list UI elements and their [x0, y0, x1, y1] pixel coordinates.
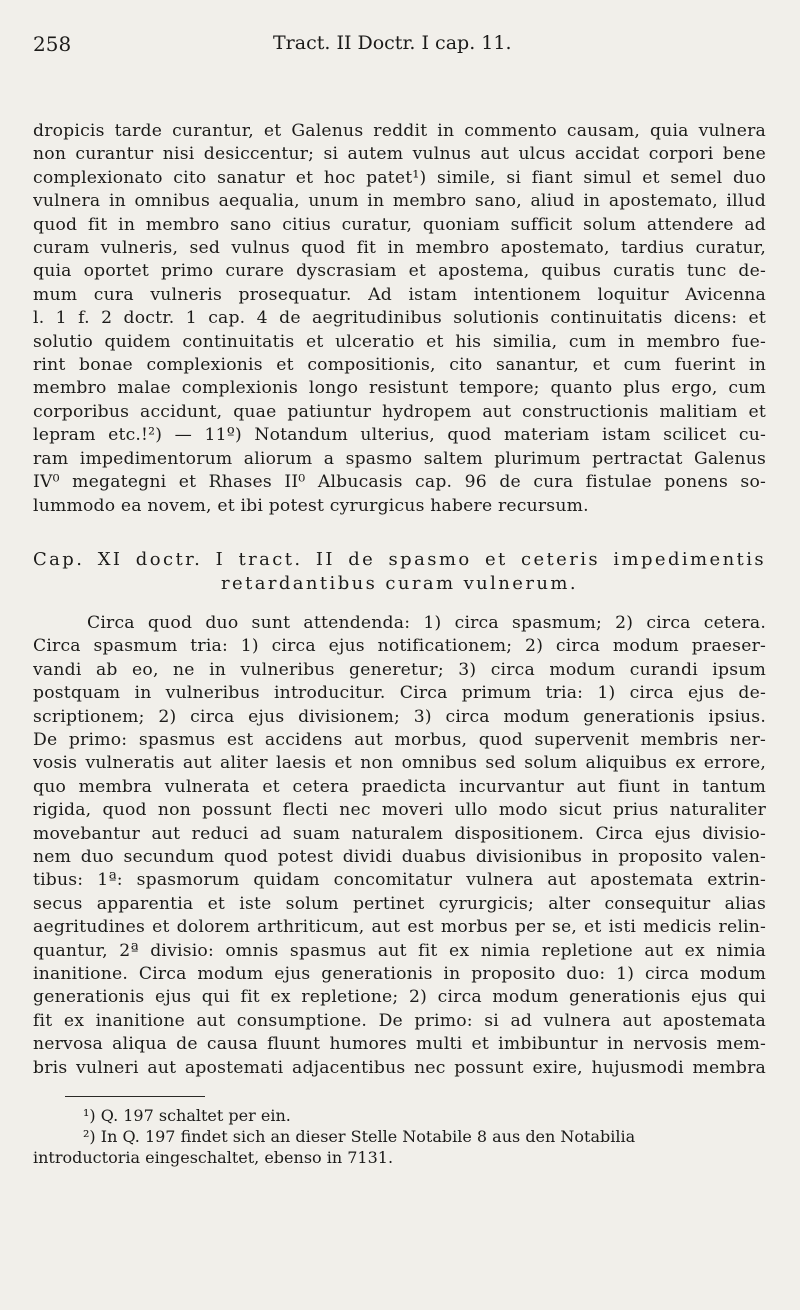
text-line: tibus: 1ª: spasmorum quidam concomitatur vulnera aut apostemata extrin-	[33, 870, 766, 891]
text-line: mum cura vulneris prosequatur. Ad istam intentionem loquitur Avicenna	[33, 284, 766, 305]
text-line: membro malae complexionis longo resistunt tempore; quanto plus ergo, cum	[33, 378, 766, 399]
intro-paragraph	[33, 120, 766, 518]
text-line: nervosa aliqua de causa fluunt humores multi et imbibuntur in nervosis mem-	[33, 1034, 766, 1055]
text-line: curam vulneris, sed vulnus quod fit in membro apostemato, tardius curatur,	[33, 238, 766, 259]
text-line: lummodo ea novem, et ibi potest cyrurgicus habere recursum.	[33, 495, 589, 516]
text-line: non curantur nisi desiccentur; si autem vulnus aut ulcus accidat corpori bene	[33, 144, 766, 165]
text-line: ram impedimentorum aliorum a spasmo saltem plurimum pertractat Galenus	[33, 448, 766, 469]
text-line: Circa quod duo sunt attendenda: 1) circa spasmum; 2) circa cetera.	[87, 612, 766, 633]
text-line: quod fit in membro sano citius curatur, quoniam sufficit solum attendere ad	[33, 214, 766, 235]
text-line: vosis vulneratis aut aliter laesis et non omnibus sed solum aliquibus ex errore,	[33, 753, 766, 774]
text-line: solutio quidem continuitatis et ulceratio et his similia, cum in membro fue-	[33, 331, 766, 352]
body-paragraph	[33, 612, 766, 1080]
text-line: postquam in vulneribus introducitur. Circa primum tria: 1) circa ejus de-	[33, 683, 766, 704]
footnote-divider	[65, 1096, 205, 1097]
text-line: generationis ejus qui fit ex repletione; 2) circa modum generationis ejus qui	[33, 987, 766, 1008]
footnote-1: ¹) Q. 197 schaltet per ein.	[83, 1106, 291, 1126]
page-header	[33, 30, 766, 70]
text-line: Circa spasmum tria: 1) circa ejus notificationem; 2) circa modum praeser-	[33, 636, 766, 657]
text-line: quia oportet primo curare dyscrasiam et apostema, quibus curatis tunc de-	[33, 261, 766, 282]
text-line: l. 1 f. 2 doctr. 1 cap. 4 de aegritudinibus solutionis continuitatis dicens: et	[33, 308, 766, 329]
text-line: scriptionem; 2) circa ejus divisionem; 3) circa modum generationis ipsius.	[33, 706, 766, 727]
text-line: bris vulneri aut apostemati adjacentibus nec possunt exire, hujusmodi membra	[33, 1057, 766, 1078]
text-line: inanitione. Circa modum ejus generationis in proposito duo: 1) circa modum	[33, 964, 766, 984]
text-line: IV⁰ megategni et Rhases II⁰ Albucasis cap. 96 de cura fistulae ponens so-	[33, 472, 766, 493]
text-line: De primo: spasmus est accidens aut morbus, quod supervenit membris ner-	[33, 729, 766, 750]
running-head: Tract. II Doctr. I cap. 11.	[273, 32, 512, 54]
text-line: quantur, 2ª divisio: omnis spasmus aut fit ex nimia repletione aut ex nimia	[33, 940, 766, 961]
text-line: nem duo secundum quod potest dividi duabus divisionibus in proposito valen-	[33, 846, 766, 867]
chapter-heading-line-1: Cap. XI doctr. I tract. II de spasmo et ceteris impedimentis	[33, 548, 766, 570]
text-line: movebantur aut reduci ad suam naturalem dispositionem. Circa ejus divisio-	[33, 823, 766, 844]
chapter-heading	[33, 548, 766, 596]
text-line: secus apparentia et iste solum pertinet cyrurgicis; alter consequitur alias	[33, 893, 766, 914]
text-line: vandi ab eo, ne in vulneribus generetur; 3) circa modum curandi ipsum	[33, 659, 766, 680]
footnote-2: ²) In Q. 197 findet sich an dieser Stelle Notabile 8 aus den Notabilia	[83, 1127, 636, 1147]
text-line: dropicis tarde curantur, et Galenus reddit in commento causam, quia vulnera	[33, 121, 766, 141]
footnotes	[33, 1105, 766, 1168]
text-line: lepram etc.!²) — 11º) Notandum ulterius, quod materiam istam scilicet cu-	[33, 425, 766, 446]
text-line: rint bonae complexionis et compositionis, cito sanantur, et cum fuerint in	[33, 355, 766, 376]
text-line: quo membra vulnerata et cetera praedicta incurvantur aut fiunt in tantum	[33, 776, 766, 797]
text-line: rigida, quod non possunt flecti nec moveri ullo modo sicut prius naturaliter	[33, 800, 766, 821]
chapter-heading-line-2: retardantibus curam vulnerum.	[221, 572, 578, 594]
text-line: aegritudines et dolorem arthriticum, aut est morbus per se, et isti medicis relin-	[33, 917, 766, 938]
footnote-2-continued: introductoria eingeschaltet, ebenso in 7131.	[33, 1148, 394, 1168]
text-line: complexionato cito sanatur et hoc patet¹) simile, si fiant simul et semel duo	[33, 167, 766, 188]
page-number: 258	[33, 32, 72, 56]
text-line: fit ex inanitione aut consumptione. De primo: si ad vulnera aut apostemata	[33, 1010, 766, 1031]
text-line: vulnera in omnibus aequalia, unum in membro sano, aliud in apostemato, illud	[33, 191, 766, 212]
text-line: corporibus accidunt, quae patiuntur hydropem aut constructionis malitiam et	[33, 401, 766, 422]
